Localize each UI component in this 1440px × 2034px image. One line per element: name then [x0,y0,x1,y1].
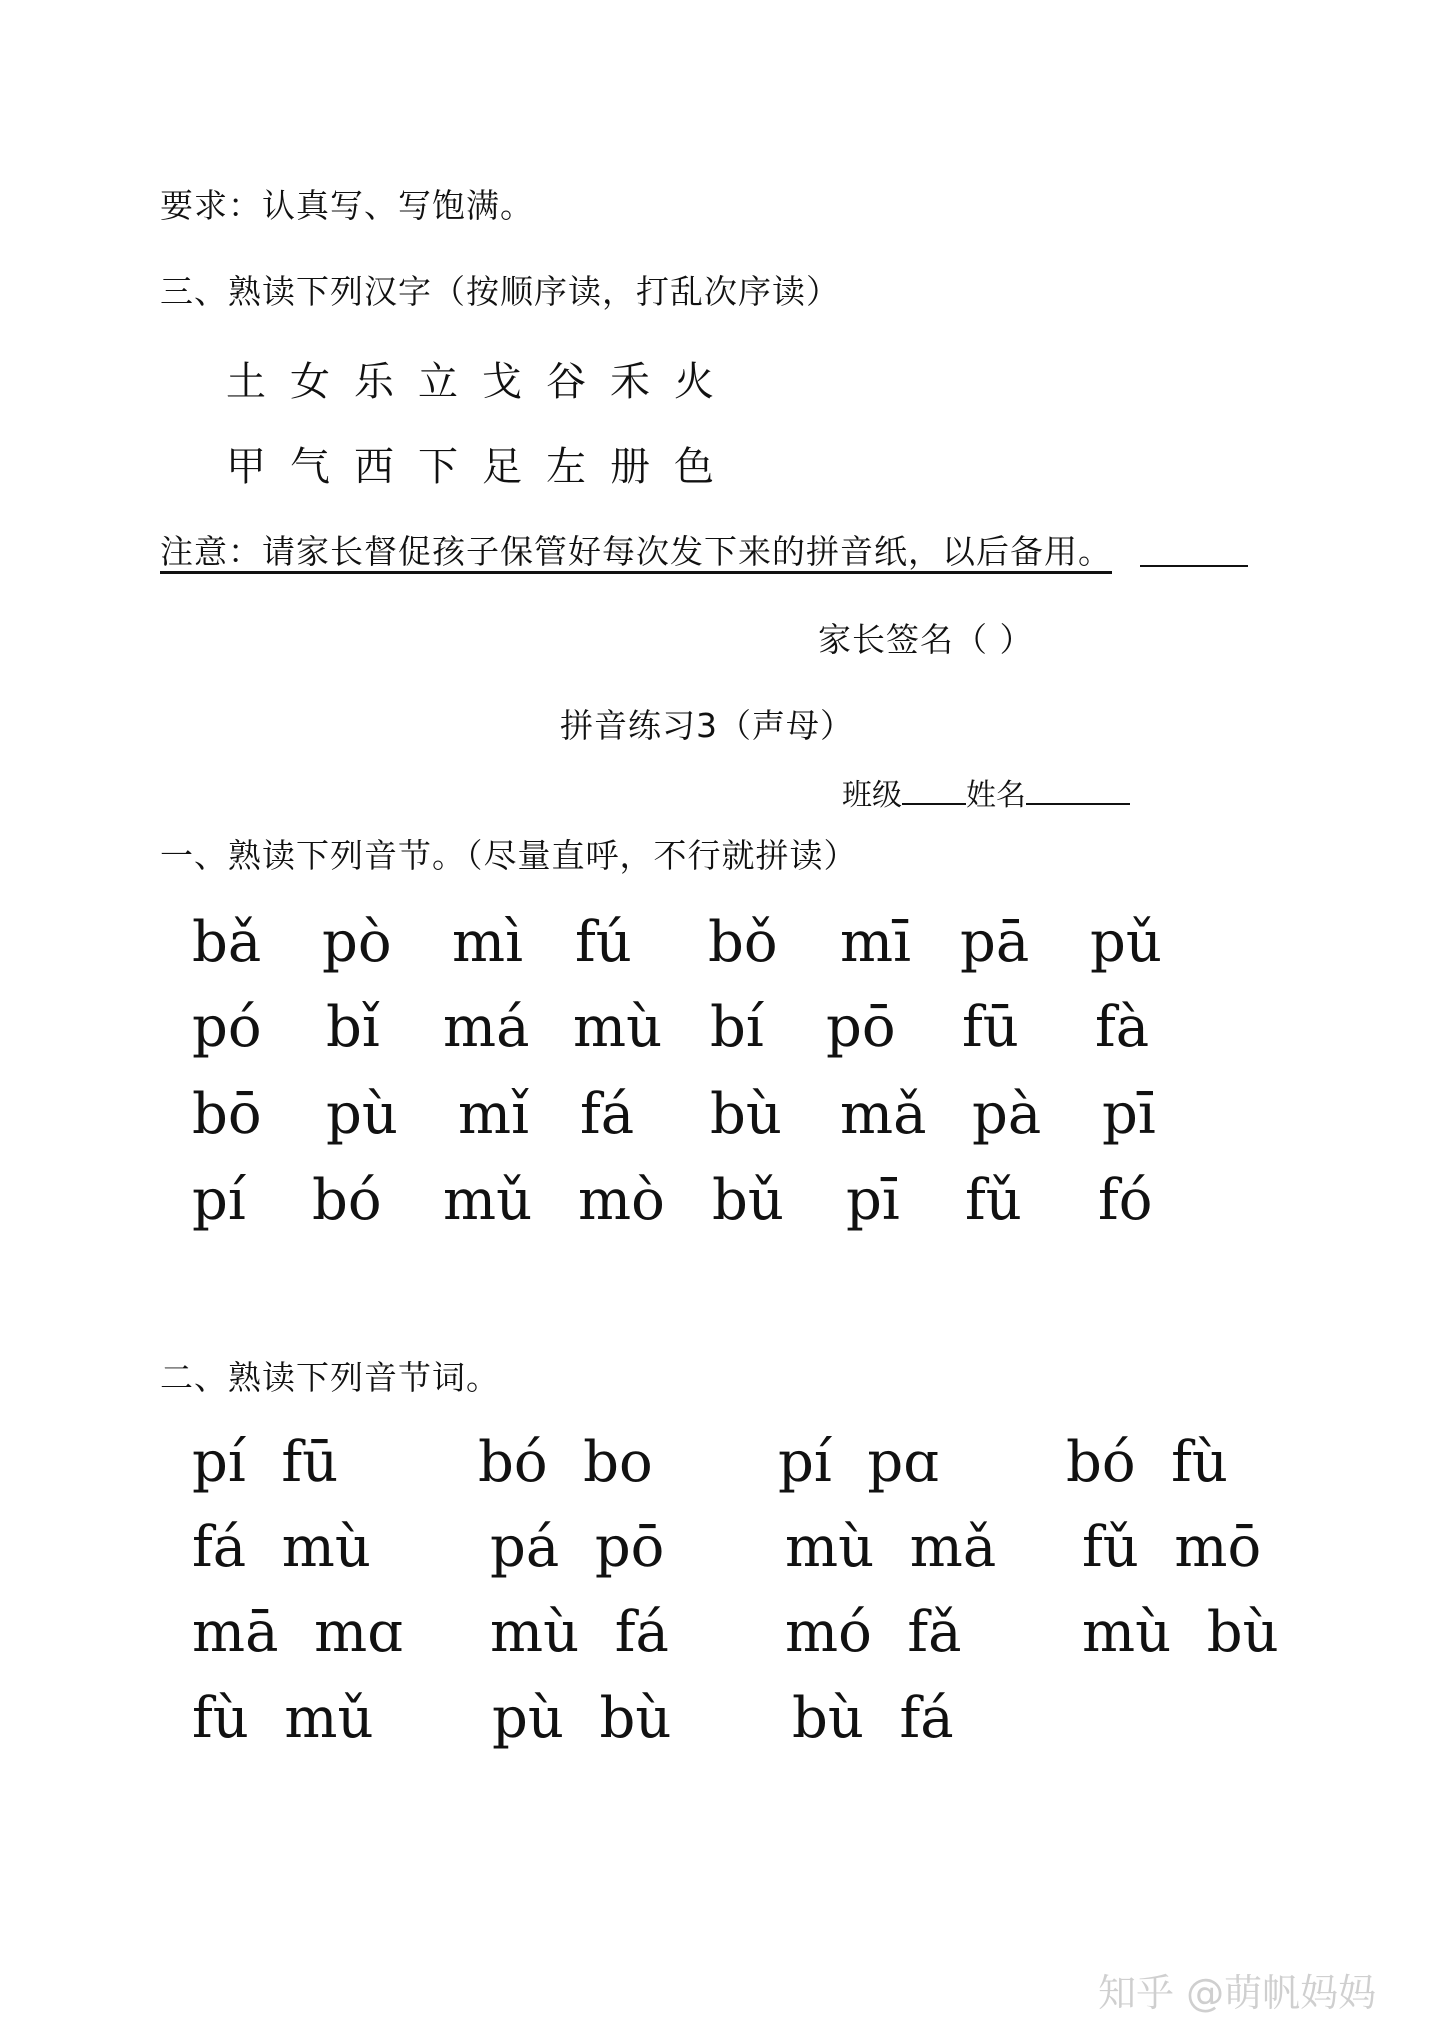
syllable: pā [960,910,1030,975]
hanzi-char: 女 [290,359,330,405]
hanzi-char: 足 [482,444,522,490]
syllable: mǔ [443,1168,533,1233]
syllable: fà [1095,995,1150,1060]
syllable: bí [710,995,764,1060]
hanzi-char: 禾 [610,359,650,405]
hanzi-char: 下 [418,444,458,490]
syllable: fá [580,1082,635,1147]
syllable: bǎ [192,910,262,975]
syllable: mò [578,1168,665,1233]
syllable: fū [962,995,1019,1060]
syllable-word: fǔ mō [1082,1515,1262,1580]
syllable-word: mā mɑ [192,1600,404,1665]
syllable-word: mù bù [1082,1600,1279,1665]
section1-heading: 一、熟读下列音节。（尽量直呼，不行就拼读） [160,836,858,875]
syllable: mù [573,995,663,1060]
hanzi-char: 谷 [546,359,586,405]
syllable-word: mó fǎ [785,1600,962,1665]
requirement-text: 要求：认真写、写饱满。 [160,186,534,225]
syllable: fú [575,910,632,975]
hanzi-char: 戈 [482,359,522,405]
syllable: mǎ [840,1082,927,1147]
syllable-word: fá mù [192,1515,371,1580]
hanzi-char: 乐 [354,359,394,405]
syllable-word: mù mǎ [785,1515,997,1580]
syllable: bǔ [712,1168,784,1233]
syllable: pī [1102,1082,1156,1147]
syllable: bō [192,1082,262,1147]
syllable: fó [1098,1168,1153,1233]
hanzi-char: 册 [610,444,650,490]
section2-heading: 二、熟读下列音节词。 [160,1358,500,1397]
syllable: pǔ [1090,910,1162,975]
syllable-word: bó fù [1066,1430,1228,1495]
syllable: pī [846,1168,900,1233]
hanzi-char: 火 [674,359,714,405]
syllable: pà [972,1082,1042,1147]
notice-underline [1140,565,1248,567]
hanzi-row [226,435,738,492]
syllable-word: pí fū [192,1430,339,1495]
hanzi-char: 土 [226,359,266,405]
hanzi-char: 色 [674,444,714,490]
syllable: má [443,995,530,1060]
hanzi-char: 甲 [226,444,266,490]
hanzi-char: 气 [290,444,330,490]
syllable: bǐ [326,995,380,1060]
syllable: mī [840,910,912,975]
student-info-line [842,770,1130,814]
hanzi-char: 立 [418,359,458,405]
class-blank [902,803,966,805]
parent-signature: 家长签名（ ） [818,620,1034,659]
syllable: pí [192,1168,246,1233]
syllable-word: bù fá [792,1686,954,1751]
hanzi-row [226,350,738,407]
class-label: 班级 [842,778,902,813]
syllable: fǔ [965,1168,1022,1233]
zhihu-watermark: 知乎 @萌帆妈妈 [1098,1971,1377,2015]
syllable-word: bó bo [478,1430,653,1495]
syllable: bù [710,1082,782,1147]
section3-heading: 三、熟读下列汉字（按顺序读，打乱次序读） [160,272,840,311]
parent-notice: 注意：请家长督促孩子保管好每次发下来的拼音纸，以后备用。 [160,532,1112,571]
syllable: bǒ [708,910,778,975]
syllable: bó [312,1168,382,1233]
syllable-word: pá pō [490,1515,665,1580]
syllable-word: mù fá [490,1600,669,1665]
name-label: 姓名 [966,778,1026,813]
syllable: pù [326,1082,398,1147]
hanzi-char: 西 [354,444,394,490]
syllable: pò [322,910,392,975]
syllable: mì [452,910,524,975]
syllable: mǐ [458,1082,530,1147]
syllable: pō [826,995,896,1060]
syllable-word: pù bù [492,1686,672,1751]
syllable: pó [192,995,262,1060]
name-blank [1026,803,1130,805]
hanzi-char: 左 [546,444,586,490]
worksheet-title: 拼音练习3（声母） [560,706,854,745]
syllable-word: pí pɑ [778,1430,940,1495]
syllable-word: fù mǔ [192,1686,374,1751]
